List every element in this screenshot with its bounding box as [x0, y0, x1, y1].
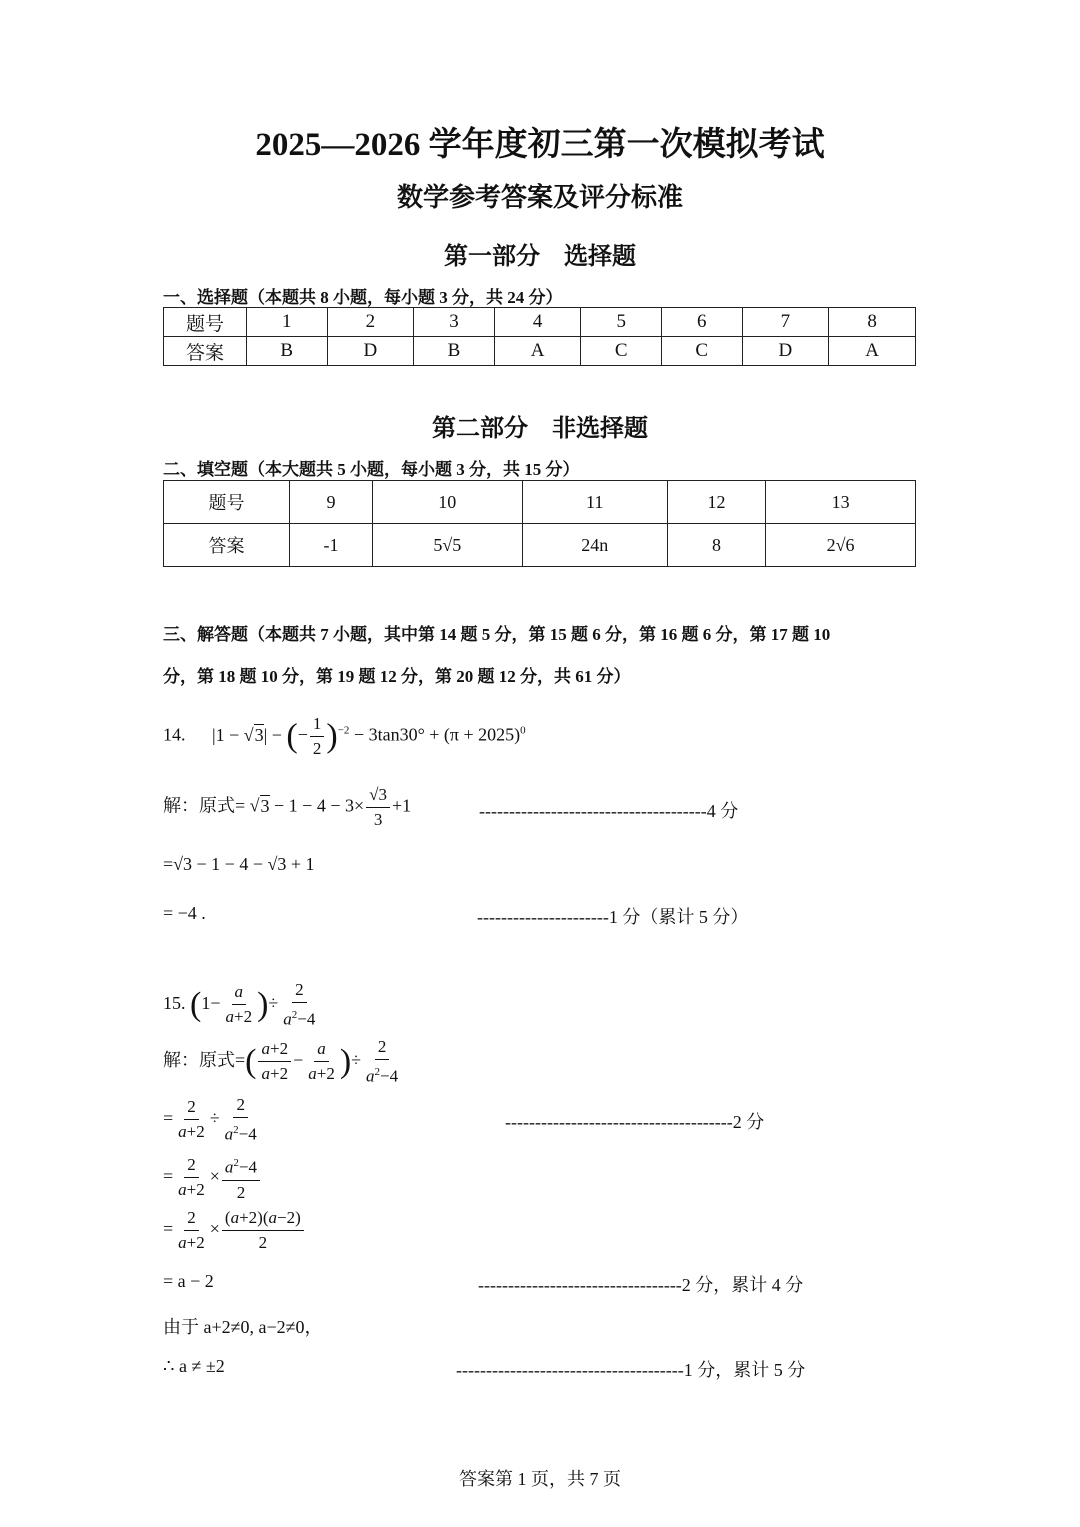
- table-row: [164, 524, 916, 567]
- q14-step1: 解：原式= √3 − 1 − 4 − 3× $\frac{√3}{3}$ +1: [163, 785, 412, 829]
- q14-score1: --------------------------------------4 分: [479, 801, 739, 821]
- table-row: [164, 337, 916, 366]
- question-number: 1: [247, 308, 328, 337]
- exam-subtitle: 数学参考答案及评分标准: [396, 183, 683, 212]
- section-two-heading: 二、填空题（本大题共 5 小题，每小题 3 分，共 15 分）: [163, 460, 580, 479]
- q15-score-final: --------------------------------------1 分，累计 5 分: [456, 1360, 806, 1380]
- answer-cell: B: [247, 337, 328, 366]
- answer-cell: 8: [667, 524, 765, 567]
- q15-step3: = $\frac{2}{a+2}$ × $\frac{a^2-4}{2}$: [163, 1151, 262, 1205]
- answer-cell: 2√6: [766, 524, 916, 567]
- exam-title: 2025—2026 学年度初三第一次模拟考试: [255, 127, 825, 163]
- solution-prefix: 解：原式: [163, 1049, 235, 1070]
- row-header: 题号: [164, 308, 247, 337]
- q15-score5: ----------------------------------2 分，累计 4 分: [478, 1275, 804, 1295]
- q15-conclusion: ∴ a ≠ ±2: [163, 1356, 225, 1376]
- q15-step5: = a − 2: [163, 1271, 214, 1291]
- question-number: 9: [290, 481, 373, 524]
- part-one-heading: 第一部分 选择题: [444, 244, 636, 270]
- q14-step3: = −4 .: [163, 903, 206, 923]
- question-number: 5: [581, 308, 662, 337]
- row-header: 题号: [164, 481, 290, 524]
- fill-in-answer-table: [163, 480, 916, 567]
- question-number: 4: [494, 308, 581, 337]
- q15-step2: = $\frac{2}{a+2}$ ÷ $\frac{2}{a^2-4}$: [163, 1095, 257, 1144]
- multiple-choice-answer-table: [163, 307, 916, 366]
- q15-label: 15.: [163, 992, 186, 1013]
- question-number: 7: [742, 308, 829, 337]
- answer-cell: 24n: [522, 524, 667, 567]
- answer-cell: B: [414, 337, 495, 366]
- answer-cell: -1: [290, 524, 373, 567]
- q14-expression: 14. |1 − √3| − (− $\frac{1}{2}$ )$^{-2} - 3\tan 30^\circ + (\pi + 2025)^0$: [163, 714, 526, 758]
- table-row: [164, 481, 916, 524]
- q15-step4: = $\frac{2}{a+2}$ × $\frac{(a+2)(a-2)}{2}$: [163, 1206, 306, 1255]
- q14-step2: =√3 − 1 − 4 − √3 + 1: [163, 854, 315, 874]
- q14-label: 14.: [163, 724, 186, 745]
- answer-cell: C: [662, 337, 743, 366]
- answer-cell: D: [742, 337, 829, 366]
- question-number: 8: [829, 308, 916, 337]
- q15-condition: 由于 a+2≠0, a−2≠0，: [163, 1317, 323, 1337]
- q15-expression: 15. (1− $\frac{a}{a+2}$ )÷ $\frac{2}{a^2-4}$: [163, 980, 316, 1029]
- q15-score1: --------------------------------------2 分: [505, 1112, 765, 1132]
- question-number: 13: [766, 481, 916, 524]
- question-number: 11: [522, 481, 667, 524]
- table-row: [164, 308, 916, 337]
- answer-cell: D: [327, 337, 414, 366]
- answer-cell: A: [829, 337, 916, 366]
- question-number: 10: [372, 481, 522, 524]
- answer-cell: A: [494, 337, 581, 366]
- question-number: 2: [327, 308, 414, 337]
- question-number: 12: [667, 481, 765, 524]
- row-header: 答案: [164, 337, 247, 366]
- solution-prefix: 解：原式: [163, 795, 235, 816]
- part-two-heading: 第二部分 非选择题: [432, 416, 648, 442]
- question-number: 3: [414, 308, 495, 337]
- row-header: 答案: [164, 524, 290, 567]
- page-footer: 答案第 1 页，共 7 页: [459, 1469, 621, 1489]
- section-one-heading: 一、选择题（本题共 8 小题，每小题 3 分，共 24 分）: [163, 288, 563, 307]
- section-three-heading-line2: 分，第 18 题 10 分，第 19 题 12 分，第 20 题 12 分，共 61 分）: [163, 667, 631, 686]
- answer-cell: 5√5: [372, 524, 522, 567]
- q14-score3: ----------------------1 分（累计 5 分）: [477, 907, 749, 927]
- q15-step1: 解：原式=( $\frac{a+2}{a+2}$ − $\frac{a}{a+2}$ )÷ $\frac{2}{a^2-4}$: [163, 1037, 399, 1086]
- answer-cell: C: [581, 337, 662, 366]
- question-number: 6: [662, 308, 743, 337]
- section-three-heading-line1: 三、解答题（本题共 7 小题，其中第 14 题 5 分，第 15 题 6 分，第 16 题 6 分，第 17 题 10: [163, 625, 831, 644]
